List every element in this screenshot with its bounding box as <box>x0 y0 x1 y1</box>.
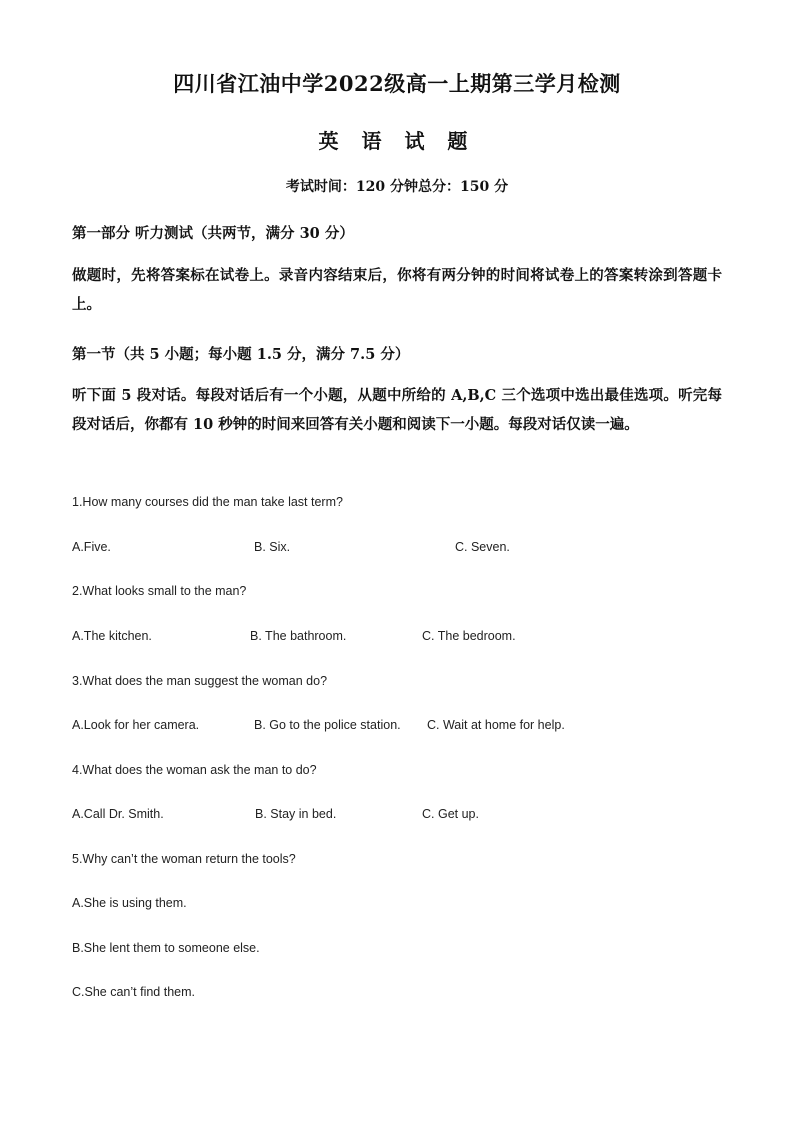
question-3-option-c: C. Wait at home for help. <box>427 718 565 732</box>
part-one-heading: 第一部分 听力测试（共两节，满分 30 分） <box>72 225 354 242</box>
question-3: 3.What does the man suggest the woman do? <box>72 674 328 688</box>
subject-title: 英 语 试 题 <box>318 129 476 153</box>
question-1-option-a: A.Five. <box>72 540 111 554</box>
part-one-instructions: 做题时，先将答案标在试卷上。录音内容结束后，你将有两分钟的时间将试卷上的答案转涂到答题卡上。 <box>72 267 722 313</box>
question-5: 5.Why can’t the woman return the tools? <box>72 852 296 866</box>
question-1-option-b: B. Six. <box>254 540 291 554</box>
question-1-option-c: C. Seven. <box>455 540 510 554</box>
question-2-option-a: A.The kitchen. <box>72 629 152 643</box>
question-4-option-b: B. Stay in bed. <box>255 807 337 821</box>
question-4: 4.What does the woman ask the man to do? <box>72 763 317 777</box>
section-one-instructions: 听下面 5 段对话。每段对话后有一个小题，从题中所给的 A,B,C 三个选项中选出最佳选项。听完每段对话后，你都有 10 秒钟的时间来回答有关小题和阅读下一小题。每段对话仅读一遍。 <box>72 387 722 433</box>
exam-title: 四川省江油中学2022级高一上期第三学月检测 <box>173 71 621 96</box>
question-1: 1.How many courses did the man take last term? <box>72 495 343 509</box>
question-3-option-b: B. Go to the police station. <box>254 718 401 732</box>
question-5-option-c: C.She can’t find them. <box>72 985 195 999</box>
question-2-option-b: B. The bathroom. <box>250 629 347 643</box>
question-2-option-c: C. The bedroom. <box>422 629 516 643</box>
question-3-option-a: A.Look for her camera. <box>72 718 200 732</box>
question-4-option-c: C. Get up. <box>422 807 479 821</box>
question-2: 2.What looks small to the man? <box>72 584 247 598</box>
question-5-option-a: A.She is using them. <box>72 896 187 910</box>
question-5-option-b: B.She lent them to someone else. <box>72 941 260 955</box>
section-one-heading: 第一节（共 5 小题；每小题 1.5 分，满分 7.5 分） <box>72 346 410 363</box>
exam-info: 考试时间：120 分钟总分：150 分 <box>285 179 509 195</box>
question-4-option-a: A.Call Dr. Smith. <box>72 807 164 821</box>
